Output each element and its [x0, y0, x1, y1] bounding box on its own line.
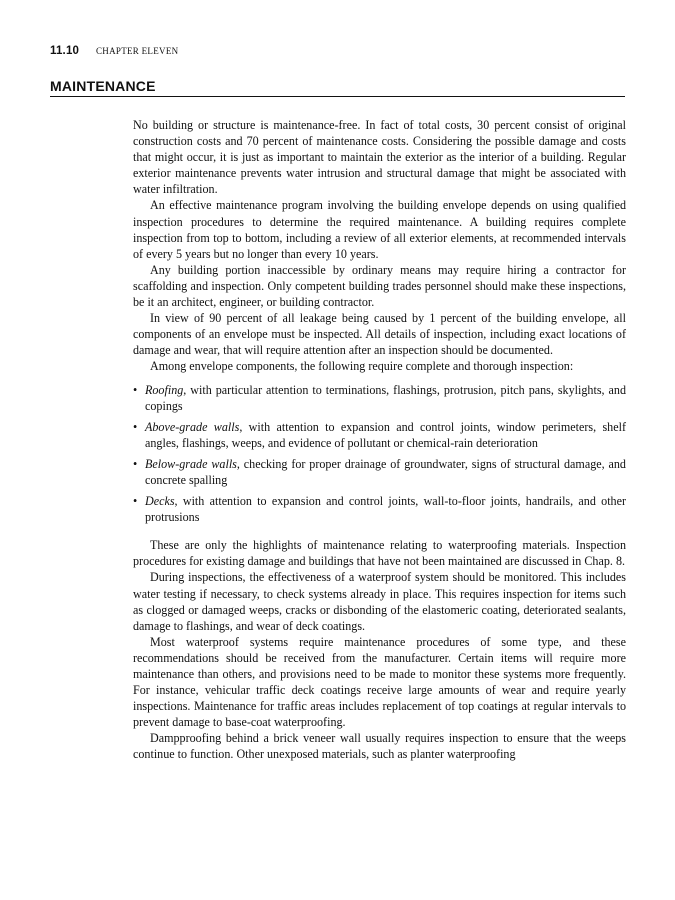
paragraph: Any building portion inaccessible by ordinary means may require hiring a contractor for scaffolding and inspection. Only competent building trades personnel should make these inspections, be it an architect, engineer, or building contractor.: [133, 262, 626, 310]
list-item-term: Decks: [145, 494, 175, 509]
list-item: [133, 456, 626, 488]
chapter-title: CHAPTER ELEVEN: [95, 46, 179, 56]
paragraph: Most waterproof systems require maintenance procedures of some type, and these recommendations should be received from the manufacturer. Certain items will require more maintenance than others, and provisions need to be made to monitor these systems more frequently. For instance, vehicular traffic deck coatings receive large amounts of wear and require yearly inspections. Maintenance for traffic areas includes replacement of top coatings at regular intervals to prevent damage to base-coat waterproofing.: [133, 634, 626, 730]
list-item-text: , with attention to expansion and control joints, wall-to-floor joints, handrails, and other protrusions: [145, 494, 626, 525]
list-item: [133, 382, 626, 414]
paragraph: No building or structure is maintenance-free. In fact of total costs, 30 percent consist of original construction costs and 70 percent of maintenance costs. Considering the possible damage and costs that might occur, it is just as important to maintain the exterior as the interior of a building. Regular exterior maintenance prevents water intrusion and structural damage that might be associated with water infiltration.: [133, 118, 626, 197]
paragraph: In view of 90 percent of all leakage being caused by 1 percent of the building envelope, all components of an envelope must be inspected. All details of inspection, including exact locations of damage and wear, that will require attention after an inspection should be documented.: [133, 311, 626, 358]
section-heading: MAINTENANCE: [50, 78, 625, 97]
bullet-icon: •: [133, 456, 138, 471]
list-item-text: , checking for proper drainage of groundwater, signs of structural damage, and concrete spalling: [145, 456, 626, 487]
running-header: [50, 45, 178, 57]
inspection-list: [133, 382, 626, 526]
body-text: [133, 117, 626, 763]
list-item-text: , with particular attention to terminations, flashings, protrusion, pitch pans, skylights, and copings: [145, 382, 626, 413]
bullet-icon: •: [133, 419, 138, 434]
paragraph: These are only the highlights of maintenance relating to waterproofing materials. Inspection procedures for existing damage and buildings that have not been maintained are discussed in Chap. 8.: [133, 538, 626, 569]
paragraph: Dampproofing behind a brick veneer wall usually requires inspection to ensure that the weeps continue to function. Other unexposed materials, such as planter waterproofing: [133, 731, 626, 762]
paragraph: During inspections, the effectiveness of a waterproof system should be monitored. This includes water testing if necessary, to check systems already in place. This requires inspection for items such as clogged or damaged weeps, cracks or disbonding of the elastomeric coating, deteriorated sealants, damage to flashings, and wear of deck coatings.: [133, 570, 626, 633]
paragraph: Among envelope components, the following require complete and thorough inspection:: [150, 359, 574, 374]
paragraph: An effective maintenance program involving the building envelope depends on using qualified inspection procedures to determine the required maintenance. A building requires complete inspection from top to bottom, including a review of all exterior elements, at recommended intervals of every 5 years but no longer than every 10 years.: [133, 198, 626, 261]
list-item-term: Below-grade walls: [145, 456, 237, 471]
list-item: [133, 493, 626, 525]
list-item-term: Roofing: [145, 382, 184, 397]
list-item-text: , with attention to expansion and control joints, window perimeters, shelf angles, flashings, weeps, and evidence of pollutant or chemical-rain deterioration: [145, 419, 626, 450]
bullet-icon: •: [133, 382, 138, 397]
list-item-term: Above-grade walls: [145, 419, 240, 434]
list-item: [133, 419, 626, 451]
page-number: 11.10: [50, 45, 80, 57]
bullet-icon: •: [133, 494, 138, 509]
